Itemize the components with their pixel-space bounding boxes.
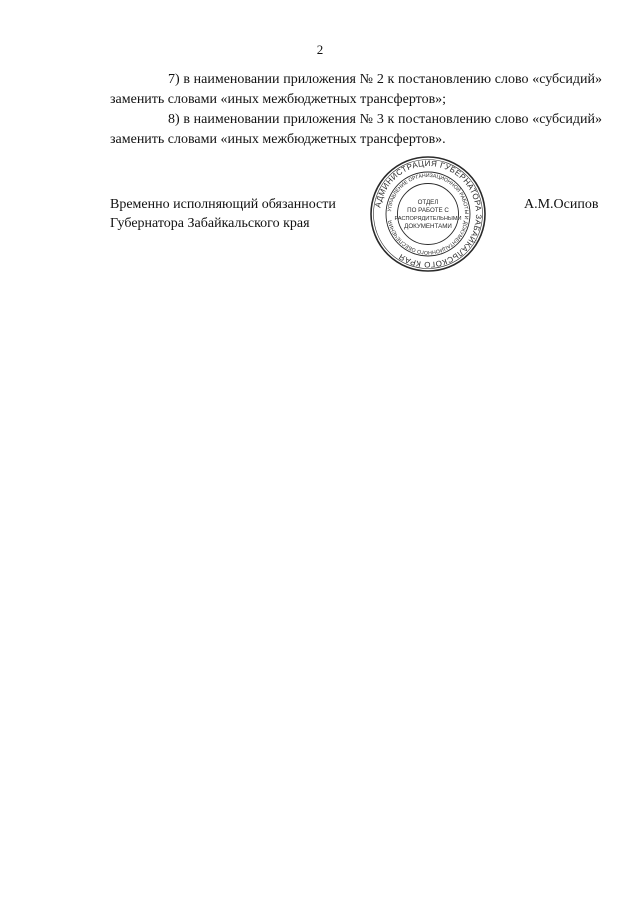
page-number: 2 [316, 42, 324, 57]
seal-center-line-2: ПО РАБОТЕ С [407, 207, 449, 214]
seal-center-line-4: ДОКУМЕНТАМИ [404, 223, 452, 230]
signature-position-line-2: Губернатора Забайкальского края [110, 216, 310, 231]
signer-name: А.М.Осипов [524, 197, 599, 212]
svg-text:УПРАВЛЕНИЕ ОРГАНИЗАЦИОННОЙ РАБ [387, 173, 469, 255]
signature-position-line-1: Временно исполняющий обязанности [110, 197, 336, 212]
seal-center-line-1: ОТДЕЛ [417, 199, 439, 206]
paragraph-item-8: 8) в наименовании приложения № 3 к постановлению слово «субсидий» заменить словами «иных межбюджетных трансфертов». [110, 112, 602, 147]
seal-icon [369, 155, 487, 273]
paragraph-item-7: 7) в наименовании приложения № 2 к постановлению слово «субсидий» заменить словами «иных межбюджетных трансфертов»; [110, 72, 602, 107]
seal-center-line-3: РАСПОРЯДИТЕЛЬНЫМИ [394, 216, 462, 222]
seal-inner-text: УПРАВЛЕНИЕ ОРГАНИЗАЦИОННОЙ РАБОТЫ И ДОКУМЕНТАЦИОННОГО ОБЕСПЕЧЕНИЯ [387, 172, 470, 256]
document-body [110, 70, 602, 150]
seal-outer-text: АДМИНИСТРАЦИЯ ГУБЕРНАТОРА ЗАБАЙКАЛЬСКОГО КРАЯ [373, 158, 484, 270]
signature-position [110, 195, 336, 233]
official-seal-stamp [369, 155, 487, 273]
